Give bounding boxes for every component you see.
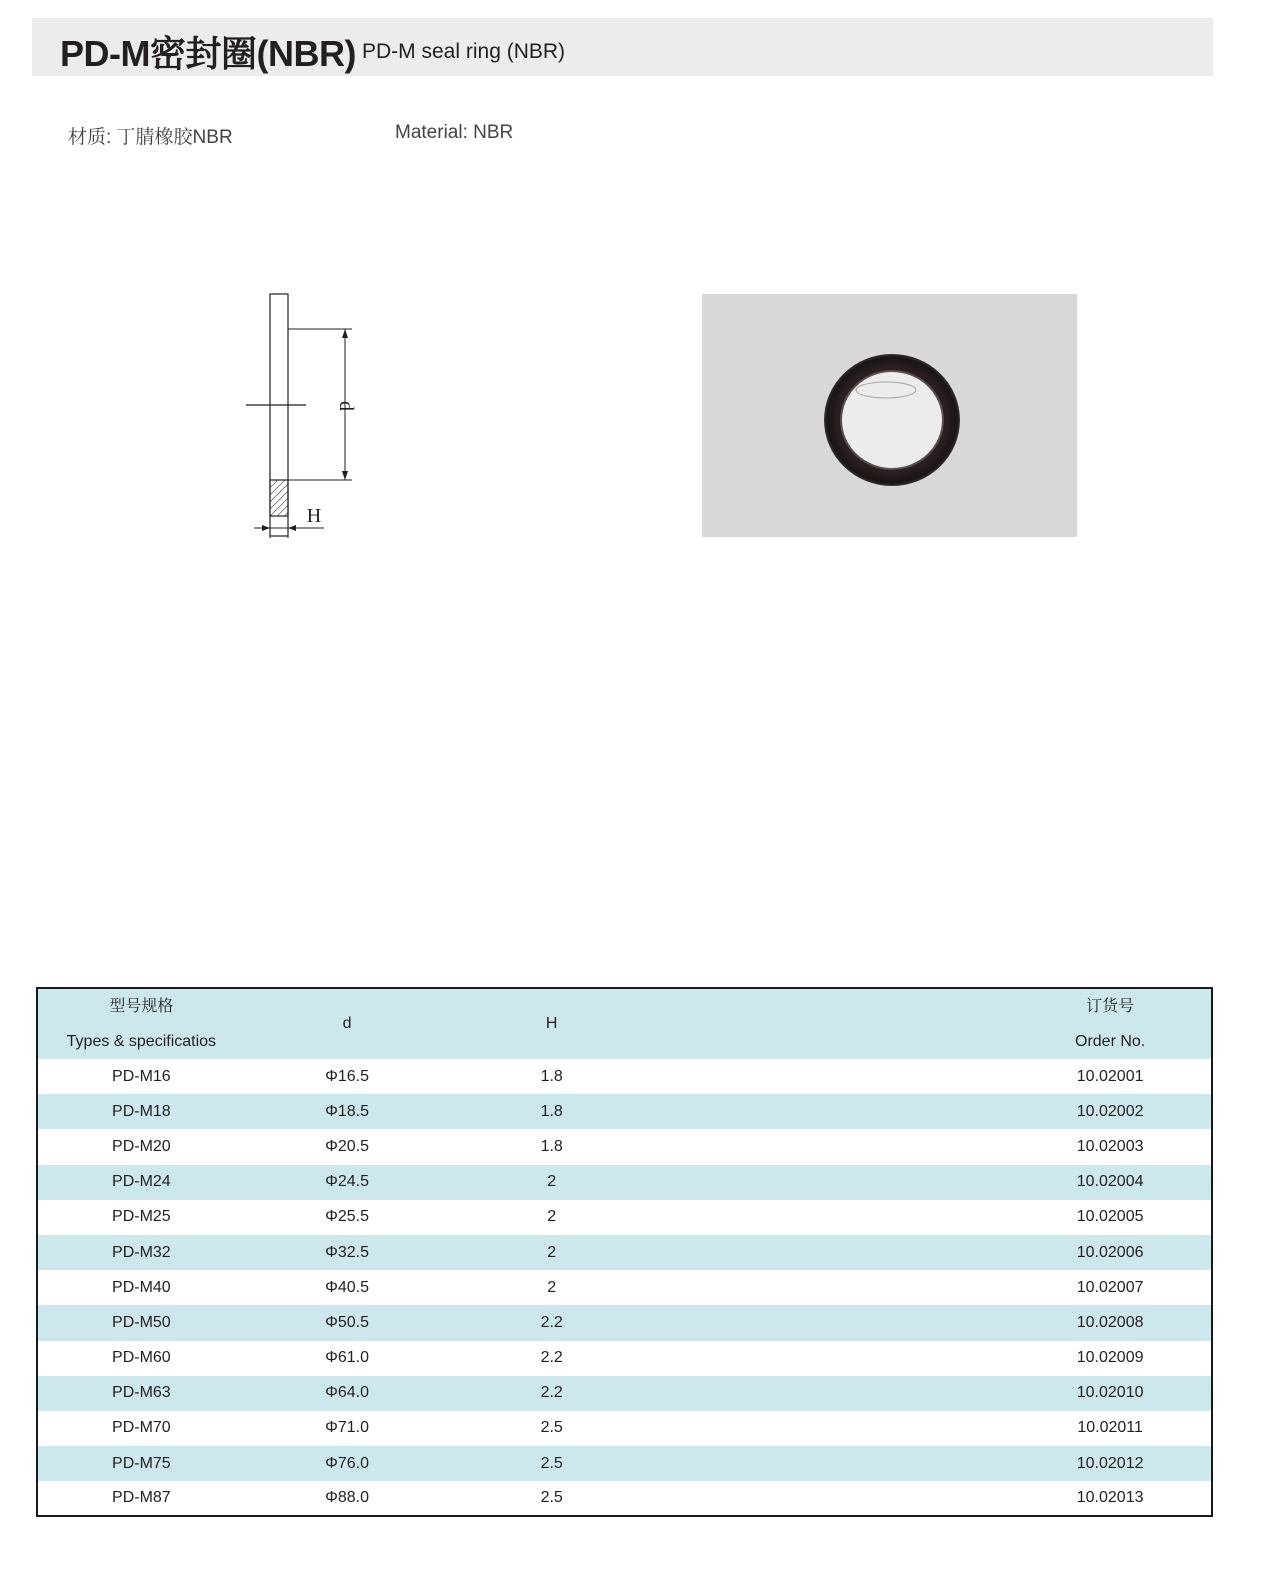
material-label-en: Material: NBR bbox=[395, 122, 514, 143]
seal-ring-cross-section-diagram bbox=[230, 280, 370, 545]
table-row: PD-M20 Φ20.5 1.8 10.02003 bbox=[37, 1129, 1212, 1164]
page-title: PD-M密封圈(NBR) bbox=[60, 33, 356, 74]
header-types: 型号规格 Types & specificatios bbox=[66, 998, 217, 1050]
table-row: PD-M70 Φ71.0 2.5 10.02011 bbox=[37, 1411, 1212, 1446]
table-row: PD-M25 Φ25.5 2 10.02005 bbox=[37, 1200, 1212, 1235]
header-h: H bbox=[545, 1015, 558, 1032]
header-order: 订货号 Order No. bbox=[1075, 998, 1146, 1050]
seal-ring-image bbox=[702, 294, 1077, 537]
header-d: d bbox=[342, 1015, 352, 1032]
d-label: d bbox=[335, 401, 357, 411]
product-photo bbox=[702, 294, 1077, 537]
material-label-cn: 材质: 丁腈橡胶NBR bbox=[68, 127, 233, 148]
title-bar bbox=[32, 18, 1213, 76]
table-row: PD-M18 Φ18.5 1.8 10.02002 bbox=[37, 1094, 1212, 1129]
table-row: PD-M16 Φ16.5 1.8 10.02001 bbox=[37, 1059, 1212, 1094]
ring-hatched-section bbox=[270, 480, 288, 516]
table-row: PD-M32 Φ32.5 2 10.02006 bbox=[37, 1235, 1212, 1270]
table-row: PD-M24 Φ24.5 2 10.02004 bbox=[37, 1165, 1212, 1200]
spec-table bbox=[36, 987, 1213, 1517]
table-row: PD-M75 Φ76.0 2.5 10.02012 bbox=[37, 1446, 1212, 1481]
page-subtitle: PD-M seal ring (NBR) bbox=[362, 40, 566, 63]
h-label: H bbox=[306, 505, 322, 527]
table-row: PD-M60 Φ61.0 2.2 10.02009 bbox=[37, 1341, 1212, 1376]
table-row: PD-M50 Φ50.5 2.2 10.02008 bbox=[37, 1305, 1212, 1340]
table-row: PD-M63 Φ64.0 2.2 10.02010 bbox=[37, 1376, 1212, 1411]
table-header-row bbox=[37, 988, 1212, 1059]
header-spacer bbox=[654, 988, 1009, 1059]
table-row: PD-M87 Φ88.0 2.5 10.02013 bbox=[37, 1481, 1212, 1516]
table-row: PD-M40 Φ40.5 2 10.02007 bbox=[37, 1270, 1212, 1305]
